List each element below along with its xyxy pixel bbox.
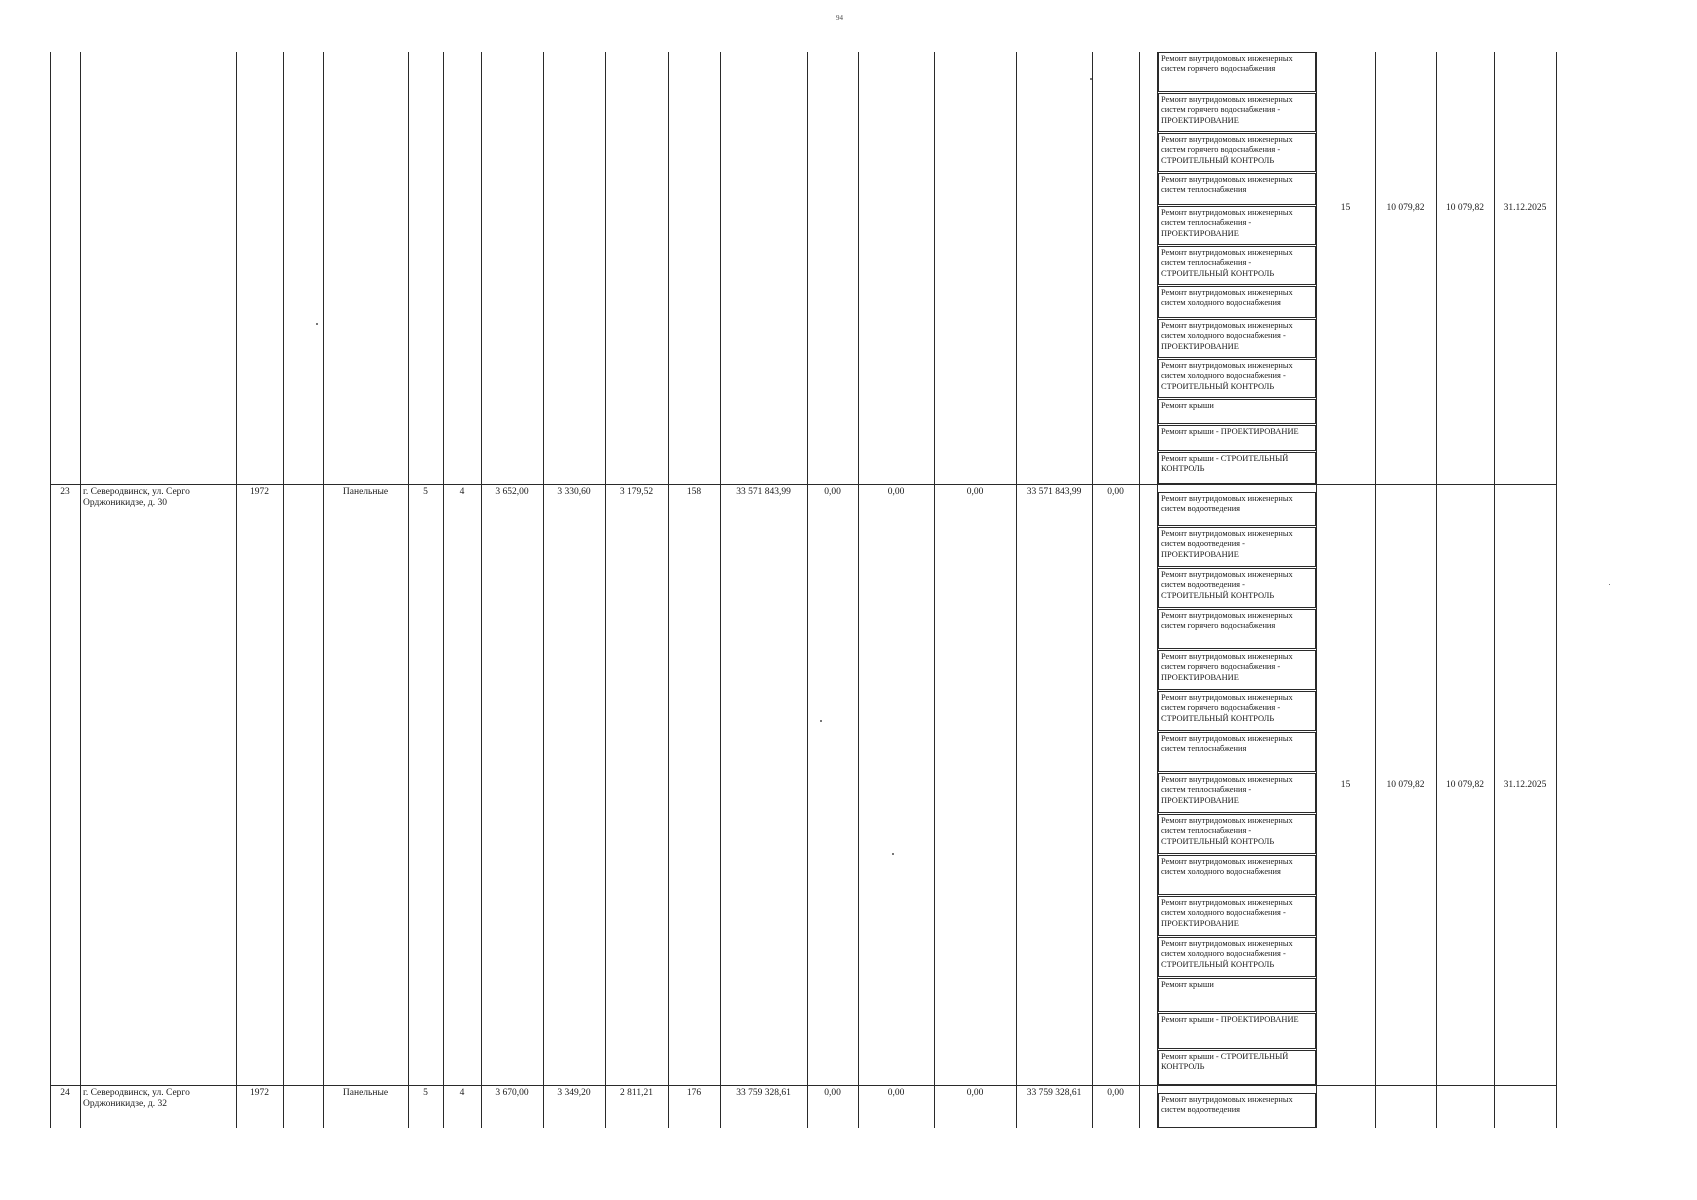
fund-federal-cell: 0,00 (824, 1088, 841, 1098)
total-cost-cell: 33 759 328,61 (736, 1088, 791, 1098)
residents-cell: 176 (686, 1088, 702, 1098)
work-item: Ремонт внутридомовых инженерных систем водоотведения (1158, 1093, 1316, 1128)
column-rule (481, 52, 482, 1128)
cost-per-m2-cell: 10 079,82 (1386, 203, 1425, 213)
residential-area-cell: 3 330,60 (557, 487, 591, 497)
scan-speck (1609, 584, 1610, 585)
fund-other-cell: 0,00 (1107, 487, 1124, 497)
work-item: Ремонт крыши - СТРОИТЕЛЬНЫЙ КОНТРОЛЬ (1158, 452, 1316, 484)
fund-owners-cell: 33 571 843,99 (1026, 487, 1082, 497)
address-line: г. Северодвинск, ул. Серго (83, 487, 190, 497)
column-rule (80, 52, 81, 1128)
row-separator (50, 1085, 1556, 1086)
floors-cell: 5 (423, 487, 428, 497)
work-item: Ремонт крыши - СТРОИТЕЛЬНЫЙ КОНТРОЛЬ (1158, 1050, 1316, 1085)
work-item: Ремонт крыши (1158, 978, 1316, 1012)
address-line: Орджоникидзе, д. 32 (83, 1099, 168, 1109)
address-line: г. Северодвинск, ул. Серго (83, 1088, 190, 1098)
work-item: Ремонт внутридомовых инженерных систем горячего водоснабжения - СТРОИТЕЛЬНЫЙ КОНТРОЛЬ (1158, 133, 1316, 172)
entrances-cell: 4 (459, 1088, 465, 1098)
column-rule (1139, 52, 1140, 1128)
column-rule (934, 52, 935, 1128)
column-rule (543, 52, 544, 1128)
year-cell: 1972 (250, 487, 269, 497)
work-item: Ремонт крыши (1158, 399, 1316, 424)
scan-speck (892, 853, 894, 855)
wall-material-cell: Панельные (342, 1088, 389, 1098)
column-rule (50, 52, 51, 1128)
column-rule (807, 52, 808, 1128)
column-rule (323, 52, 324, 1128)
fund-local-cell: 0,00 (966, 1088, 984, 1098)
work-item: Ремонт внутридомовых инженерных систем теплоснабжения (1158, 173, 1316, 205)
fund-regional-cell: 0,00 (887, 1088, 905, 1098)
total-cost-cell: 33 571 843,99 (736, 487, 791, 497)
deadline-cell: 31.12.2025 (1503, 203, 1547, 213)
work-item: Ремонт внутридомовых инженерных систем горячего водоснабжения - ПРОЕКТИРОВАНИЕ (1158, 650, 1316, 690)
work-item: Ремонт внутридомовых инженерных систем холодного водоснабжения - СТРОИТЕЛЬНЫЙ КОНТРОЛЬ (1158, 359, 1316, 398)
deadline-cell: 31.12.2025 (1503, 780, 1547, 790)
work-item: Ремонт внутридомовых инженерных систем холодного водоснабжения - СТРОИТЕЛЬНЫЙ КОНТРОЛЬ (1158, 937, 1316, 977)
limit-cost-cell: 10 079,82 (1446, 203, 1484, 213)
floors-cell: 5 (423, 1088, 428, 1098)
work-item: Ремонт внутридомовых инженерных систем холодного водоснабжения - ПРОЕКТИРОВАНИЕ (1158, 319, 1316, 358)
owned-area-cell: 3 179,52 (619, 487, 654, 497)
work-item: Ремонт крыши - ПРОЕКТИРОВАНИЕ (1158, 1013, 1316, 1049)
fund-local-cell: 0,00 (966, 487, 984, 497)
work-item: Ремонт внутридомовых инженерных систем водоотведения (1158, 492, 1316, 526)
scan-speck (1090, 78, 1092, 80)
total-area-cell: 3 652,00 (495, 487, 529, 497)
work-item: Ремонт внутридомовых инженерных систем теплоснабжения - СТРОИТЕЛЬНЫЙ КОНТРОЛЬ (1158, 814, 1316, 854)
residential-area-cell: 3 349,20 (557, 1088, 591, 1098)
address-line: Орджоникидзе, д. 30 (83, 498, 168, 508)
fund-owners-cell: 33 759 328,61 (1026, 1088, 1082, 1098)
work-item: Ремонт внутридомовых инженерных систем холодного водоснабжения (1158, 855, 1316, 895)
work-item: Ремонт внутридомовых инженерных систем теплоснабжения - СТРОИТЕЛЬНЫЙ КОНТРОЛЬ (1158, 246, 1316, 285)
row-separator (50, 484, 1556, 485)
work-item: Ремонт внутридомовых инженерных систем горячего водоснабжения - СТРОИТЕЛЬНЫЙ КОНТРОЛЬ (1158, 691, 1316, 731)
column-rule (605, 52, 606, 1128)
entrances-cell: 4 (459, 487, 465, 497)
column-rule (668, 52, 669, 1128)
fund-other-cell: 0,00 (1107, 1088, 1124, 1098)
scan-speck (316, 323, 318, 325)
work-item: Ремонт внутридомовых инженерных систем горячего водоснабжения (1158, 52, 1316, 92)
work-item: Ремонт внутридомовых инженерных систем водоотведения - СТРОИТЕЛЬНЫЙ КОНТРОЛЬ (1158, 568, 1316, 608)
scan-speck (820, 720, 822, 722)
limit-cost-cell: 10 079,82 (1446, 780, 1484, 790)
work-item: Ремонт внутридомовых инженерных систем горячего водоснабжения (1158, 609, 1316, 649)
column-rule (858, 52, 859, 1128)
column-rule (408, 52, 409, 1128)
column-rule (1016, 52, 1017, 1128)
residents-cell: 158 (686, 487, 702, 497)
column-rule (236, 52, 237, 1128)
row-number: 23 (60, 487, 70, 497)
term-cell: 15 (1340, 203, 1351, 213)
work-item: Ремонт внутридомовых инженерных систем водоотведения - ПРОЕКТИРОВАНИЕ (1158, 527, 1316, 567)
term-cell: 15 (1340, 780, 1351, 790)
wall-material-cell: Панельные (342, 487, 389, 497)
work-item: Ремонт внутридомовых инженерных систем теплоснабжения - ПРОЕКТИРОВАНИЕ (1158, 206, 1316, 245)
page-number: 94 (836, 14, 843, 22)
work-item: Ремонт крыши - ПРОЕКТИРОВАНИЕ (1158, 425, 1316, 451)
year-cell: 1972 (250, 1088, 269, 1098)
work-item: Ремонт внутридомовых инженерных систем холодного водоснабжения - ПРОЕКТИРОВАНИЕ (1158, 896, 1316, 936)
column-rule (720, 52, 721, 1128)
column-rule (443, 52, 444, 1128)
work-item: Ремонт внутридомовых инженерных систем горячего водоснабжения - ПРОЕКТИРОВАНИЕ (1158, 93, 1316, 132)
column-rule (283, 52, 284, 1128)
fund-federal-cell: 0,00 (824, 487, 841, 497)
row-number: 24 (60, 1088, 70, 1098)
fund-regional-cell: 0,00 (887, 487, 905, 497)
column-rule (1092, 52, 1093, 1128)
work-item: Ремонт внутридомовых инженерных систем холодного водоснабжения (1158, 286, 1316, 318)
owned-area-cell: 2 811,21 (620, 1088, 653, 1098)
work-item: Ремонт внутридомовых инженерных систем теплоснабжения (1158, 732, 1316, 772)
cost-per-m2-cell: 10 079,82 (1386, 780, 1425, 790)
total-area-cell: 3 670,00 (495, 1088, 529, 1098)
column-rule (1556, 52, 1557, 1128)
work-item: Ремонт внутридомовых инженерных систем теплоснабжения - ПРОЕКТИРОВАНИЕ (1158, 773, 1316, 813)
